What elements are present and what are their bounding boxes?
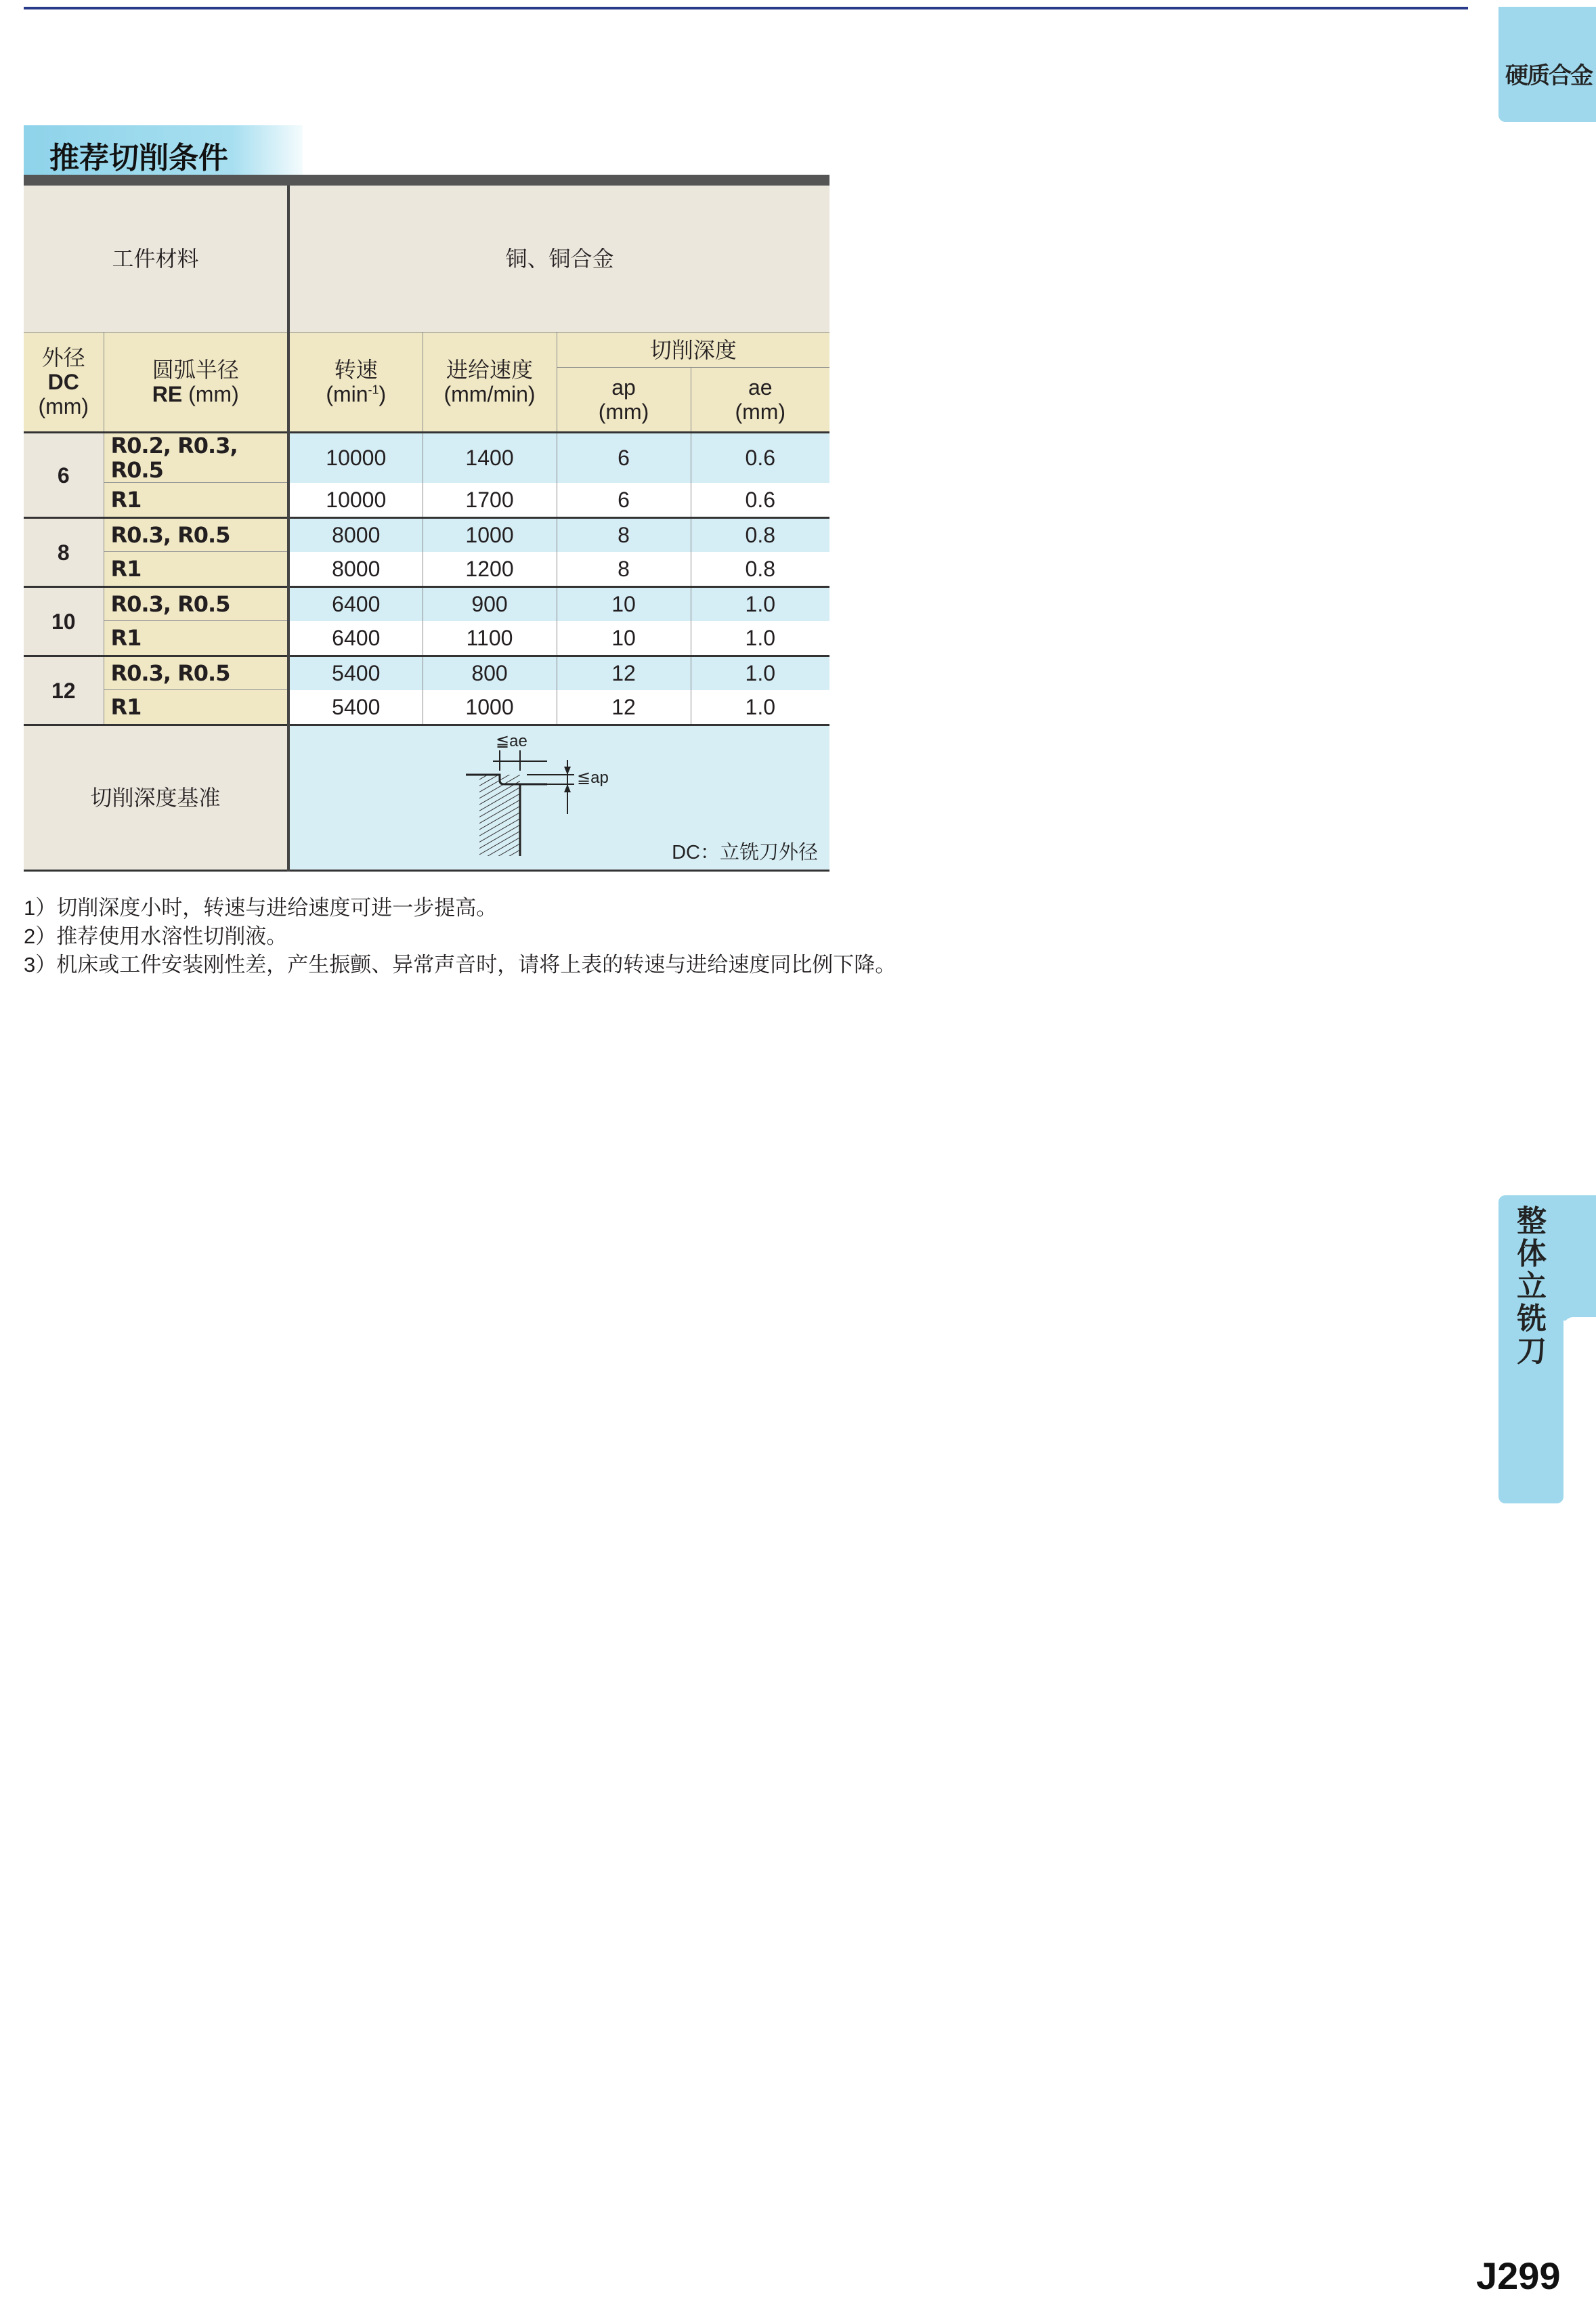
- speed-cell: 8000: [288, 552, 423, 587]
- feed-cell: 1000: [423, 518, 557, 552]
- ae-cell: 1.0: [691, 621, 829, 656]
- header-dc-unit: DC (mm): [38, 370, 89, 419]
- table-row: [24, 690, 829, 725]
- dc-note: DC：立铣刀外径: [672, 842, 819, 863]
- material-label: 工件材料: [24, 180, 288, 333]
- feed-cell: 900: [423, 587, 557, 621]
- speed-cell: 8000: [288, 518, 423, 552]
- cutting-conditions-table: [24, 175, 829, 872]
- header-re-text: 圆弧半径: [152, 358, 239, 382]
- table-row: [24, 587, 829, 621]
- header-row-1: [24, 333, 829, 368]
- header-ae-unit: (mm): [735, 400, 786, 424]
- ap-cell: 12: [557, 656, 691, 690]
- header-speed-text: 转速: [334, 358, 378, 382]
- table-row: [24, 433, 829, 483]
- feed-cell: 1000: [423, 690, 557, 725]
- feed-cell: 800: [423, 656, 557, 690]
- speed-cell: 5400: [288, 690, 423, 725]
- re-cell: R1: [104, 621, 288, 656]
- page-number: J299: [1476, 2254, 1561, 2297]
- re-cell: R1: [104, 552, 288, 587]
- speed-cell: 10000: [288, 483, 423, 518]
- feed-cell: 1100: [423, 621, 557, 656]
- header-re: [104, 333, 288, 433]
- re-cell: R1: [104, 483, 288, 518]
- feed-cell: 1200: [423, 552, 557, 587]
- re-cell: R0.3, R0.5: [104, 587, 288, 621]
- section-title: 推荐切削条件: [49, 141, 228, 175]
- header-speed-unit: $(\min^{-1})$: [326, 382, 387, 406]
- header-ap-text: ap: [611, 375, 636, 400]
- ap-arrow-bottom: [564, 784, 571, 792]
- dc-cell: 12: [24, 656, 104, 725]
- ap-arrow-top: [564, 767, 571, 775]
- feed-cell: 1400: [423, 433, 557, 483]
- re-cell: R1: [104, 690, 288, 725]
- header-speed: [288, 333, 423, 433]
- ap-cell: 10: [557, 587, 691, 621]
- header-ap-unit: (mm): [598, 400, 649, 424]
- depth-reference-figure: [288, 725, 829, 871]
- header-ap: [557, 368, 691, 433]
- speed-cell: 6400: [288, 587, 423, 621]
- depth-reference-row: [24, 725, 829, 871]
- ap-cell: 12: [557, 690, 691, 725]
- header-ae-text: ae: [748, 375, 773, 400]
- speed-cell: 6400: [288, 621, 423, 656]
- ae-cell: 1.0: [691, 587, 829, 621]
- ae-cell: 0.8: [691, 518, 829, 552]
- speed-cell: 10000: [288, 433, 423, 483]
- feed-cell: 1700: [423, 483, 557, 518]
- note-1: 1）切削深度小时，转速与进给速度可进一步提高。: [24, 896, 498, 920]
- header-depth: 切削深度: [557, 333, 829, 368]
- ae-cell: 1.0: [691, 656, 829, 690]
- re-cell: R0.3, R0.5: [104, 518, 288, 552]
- note-2: 2）推荐使用水溶性切削液。: [24, 924, 288, 948]
- ap-cell: 10: [557, 621, 691, 656]
- dc-cell: 8: [24, 518, 104, 587]
- ap-cell: 8: [557, 552, 691, 587]
- ap-cell: 8: [557, 518, 691, 552]
- category-tab-label: 硬质合金: [1505, 62, 1592, 89]
- category-tab-side-label: 整体立铣刀: [1517, 1204, 1547, 1369]
- header-ae: [691, 368, 829, 433]
- category-tab-carbide[interactable]: [1498, 7, 1596, 122]
- table-row: [24, 518, 829, 552]
- table-row: [24, 656, 829, 690]
- top-rule: [24, 7, 1468, 9]
- ap-label: ≦ap: [577, 769, 609, 787]
- header-feed-unit: (mm/min): [444, 382, 536, 406]
- header-dc-text: 外径: [41, 345, 85, 370]
- ap-cell: 6: [557, 433, 691, 483]
- header-feed-text: 进给速度: [446, 358, 534, 382]
- table-row: [24, 621, 829, 656]
- dc-cell: 10: [24, 587, 104, 656]
- ae-cell: 0.8: [691, 552, 829, 587]
- workpiece-hatch: [479, 775, 520, 856]
- ap-cell: 6: [557, 483, 691, 518]
- speed-cell: 5400: [288, 656, 423, 690]
- material-row: [24, 180, 829, 333]
- section-title-banner: [24, 125, 303, 177]
- ae-cell: 0.6: [691, 483, 829, 518]
- re-cell: R0.3, R0.5: [104, 656, 288, 690]
- ae-cell: 0.6: [691, 433, 829, 483]
- table-row: [24, 552, 829, 587]
- note-3: 3）机床或工件安装刚性差，产生振颤、异常声音时，请将上表的转速与进给速度同比例下降。: [24, 953, 897, 977]
- dc-cell: 6: [24, 433, 104, 518]
- re-cell: R0.2, R0.3, R0.5: [104, 433, 288, 483]
- ae-cell: 1.0: [691, 690, 829, 725]
- ae-label: ≦ae: [496, 732, 527, 750]
- depth-diagram: [290, 726, 827, 870]
- notes: [24, 894, 896, 979]
- header-feed: [423, 333, 557, 433]
- table-row: [24, 483, 829, 518]
- header-dc: [24, 333, 104, 433]
- material-value: 铜、铜合金: [288, 180, 829, 333]
- depth-reference-label: 切削深度基准: [24, 725, 288, 871]
- header-re-unit: RE (mm): [152, 382, 239, 406]
